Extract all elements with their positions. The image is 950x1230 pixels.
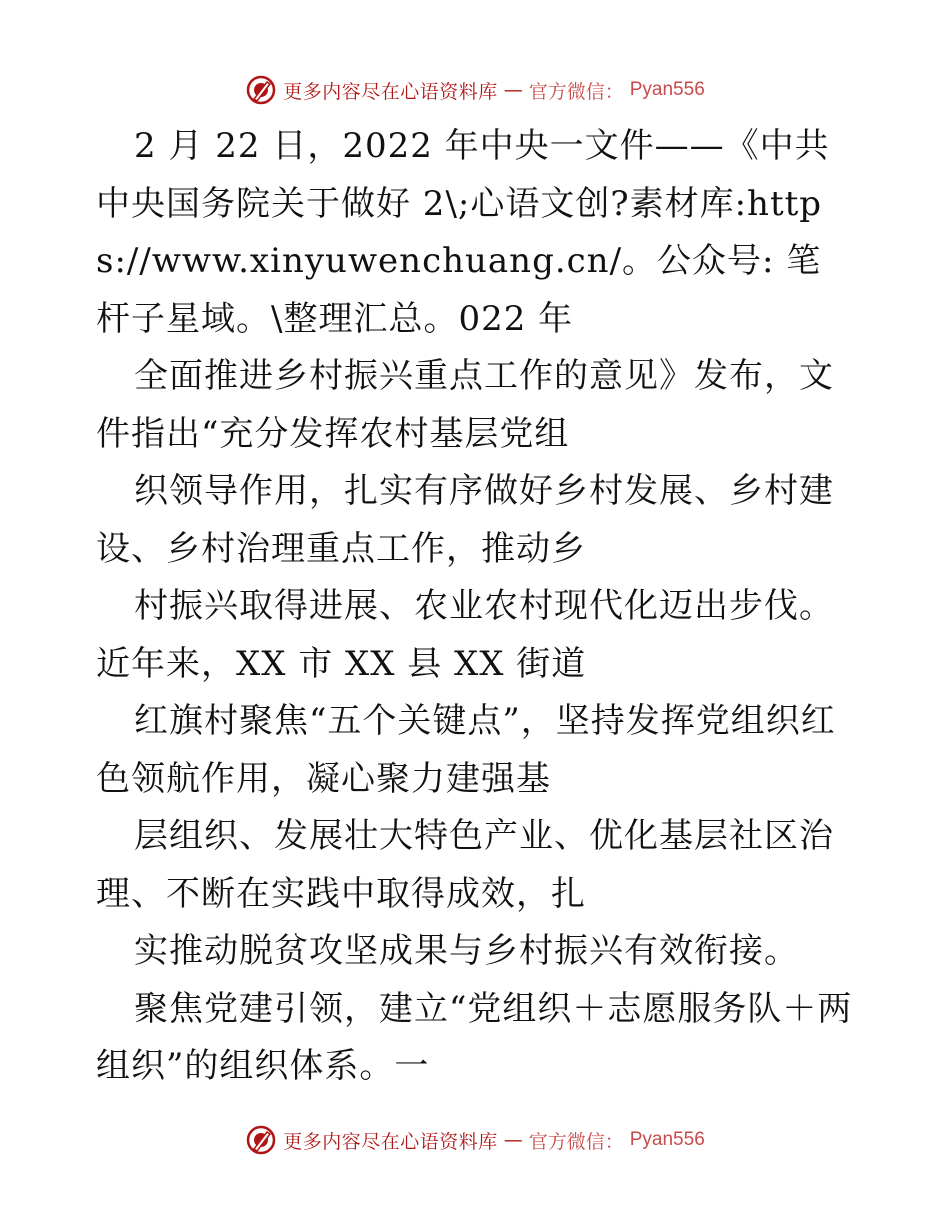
paragraph-line: 色领航作用，凝心聚力建强基 [96, 758, 551, 799]
paragraph-line: 年来，XX 市 XX 县 XX 街道 [131, 643, 587, 684]
document-body [96, 118, 856, 1096]
paragraph [96, 981, 856, 1096]
watermark-dash: — [503, 79, 523, 101]
pen-logo-icon [245, 74, 277, 106]
header-watermark [0, 70, 950, 110]
paragraph [96, 348, 856, 463]
paragraph-line: 指出“充分发挥农村基层党组 [131, 413, 570, 454]
watermark-text: 更多内容尽在心语资料库 [283, 1130, 498, 1153]
watermark-dash: — [503, 1129, 523, 1151]
paragraph-line: 全面推进乡村振兴重点工作的意见》发布，文件 [96, 356, 834, 454]
paragraph [96, 923, 856, 981]
paragraph-line: 2 月 22 日，2022 年中央一文件——《中共中 [96, 126, 830, 224]
paragraph [96, 578, 856, 693]
paragraph-line: 织领导作用，扎实有序做好乡村发展、乡村建 [134, 471, 834, 511]
paragraph-line: https://www.xinyuwenchuang.cn/。公众号: 笔杆 [96, 183, 823, 339]
paragraph-line: 组织”的组织体系。一 [96, 1046, 430, 1086]
paragraph-line: 理、不断在实践中取得成效，扎 [96, 873, 586, 914]
paragraph-line: 央国务院关于做好 2\;心语文创?素材库: [131, 183, 748, 224]
watermark-handle: Pyan556 [629, 79, 705, 100]
paragraph-line: 村振兴取得进展、农业农村现代化迈出步伐。近 [96, 586, 834, 684]
watermark-handle: Pyan556 [629, 1129, 705, 1150]
paragraph [96, 693, 856, 808]
paragraph [96, 463, 856, 578]
paragraph-line: 聚焦党建引领，建立“党组织＋志愿服务队＋两 [134, 988, 853, 1029]
paragraph-line: 层组织、发展壮大特色产业、优化基层社区治 [134, 816, 834, 856]
pen-logo-icon [245, 1124, 277, 1156]
watermark-label: 官方微信： [528, 1130, 624, 1153]
paragraph-line: 实推动脱贫攻坚成果与乡村振兴有效衔接。 [134, 931, 799, 971]
watermark-text: 更多内容尽在心语资料库 [283, 80, 498, 103]
paragraph [96, 808, 856, 923]
paragraph [96, 118, 856, 348]
paragraph-line: 设、乡村治理重点工作，推动乡 [96, 528, 586, 569]
paragraph-line: 子星域。\整理汇总。022 年 [131, 298, 574, 339]
footer-watermark [0, 1120, 950, 1160]
paragraph-line: 红旗村聚焦“五个关键点”，坚持发挥党组织红 [134, 701, 836, 741]
watermark-label: 官方微信： [528, 80, 624, 103]
